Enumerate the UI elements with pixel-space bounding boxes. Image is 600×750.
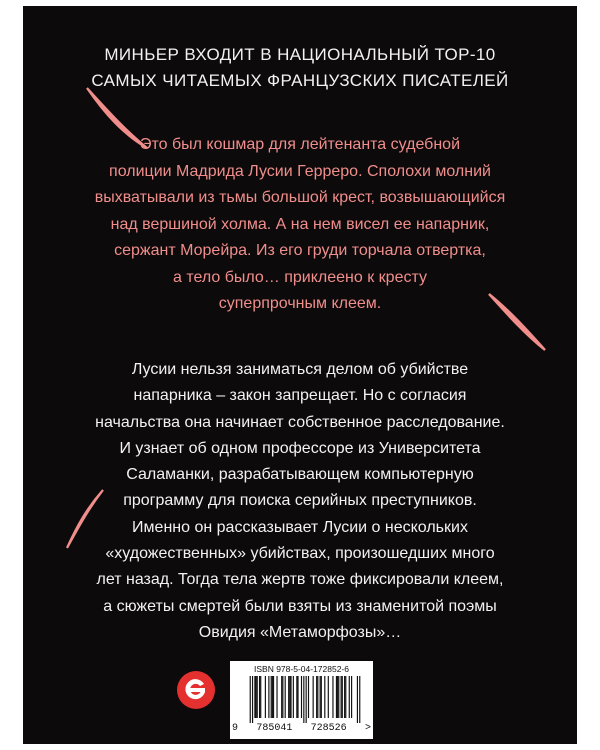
barcode-digit-lead: 9 — [232, 723, 239, 734]
barcode-digits — [232, 723, 371, 734]
barcode-bar — [313, 676, 314, 718]
synopsis-line: напарника – закон запрещает. Но с согласия — [133, 387, 467, 405]
tagline — [23, 42, 577, 94]
barcode-bar — [341, 676, 342, 718]
barcode-bar — [297, 676, 298, 718]
barcode-bar — [271, 676, 272, 718]
barcode-bar — [303, 676, 304, 723]
synopsis-line: лет назад. Тогда тела жертв тоже фиксировали клеем, — [96, 571, 504, 589]
barcode-bar — [290, 676, 291, 718]
barcode-bar — [324, 676, 325, 718]
synopsis-paragraph — [23, 357, 577, 646]
barcode-bar — [306, 676, 307, 723]
barcode-quiet-mark: > — [364, 723, 371, 734]
barcode-bar — [281, 676, 282, 718]
synopsis-line: «художественных» убийствах, произошедших много — [105, 545, 495, 563]
synopsis-line: Овидия «Метаморфозы»… — [198, 623, 402, 641]
barcode-bar — [288, 676, 289, 718]
eksmo-logo-icon — [176, 670, 216, 710]
barcode-bar — [336, 676, 337, 718]
barcode-bar — [344, 676, 345, 718]
barcode-bar — [342, 676, 343, 718]
barcode-bar — [259, 676, 260, 718]
synopsis-line: И узнает об одном профессоре из Университета — [119, 439, 481, 457]
tagline-line-2: САМЫХ ЧИТАЕМЫХ ФРАНЦУЗСКИХ ПИСАТЕЛЕЙ — [91, 71, 509, 90]
teaser-line: сержант Морейра. Из его груди торчала отвертка, — [114, 242, 486, 259]
barcode-bar — [289, 676, 290, 718]
tagline-line-1: МИНЬЕР ВХОДИТ В НАЦИОНАЛЬНЫЙ ТОР-10 — [104, 45, 496, 64]
barcode-bar — [254, 676, 255, 718]
barcode-bar — [317, 676, 318, 718]
barcode-bar — [252, 676, 253, 723]
barcode-bar — [357, 676, 358, 723]
isbn-label: ISBN 978-5-04-172852-6 — [254, 664, 349, 674]
teaser-line: Это был кошмар для лейтенанта судебной — [139, 136, 460, 153]
barcode-bar — [268, 676, 269, 718]
teaser-line: суперпрочным клеем. — [218, 295, 382, 312]
barcode-bar — [308, 676, 309, 718]
teaser-line: полиции Мадрида Лусии Герреро. Сполохи молний — [109, 162, 491, 180]
barcode-bar — [328, 676, 329, 718]
barcode-bar — [296, 676, 297, 718]
barcode-bar — [285, 676, 286, 718]
synopsis-line: начальства она начинает собственное расследование. — [95, 413, 505, 431]
barcode-digits-left: 785041 — [256, 723, 293, 734]
barcode-bar — [255, 676, 256, 718]
barcode-bar — [338, 676, 339, 718]
barcode-bar — [321, 676, 322, 718]
synopsis-line: а сюжеты смертей были взяты из знаменитой поэмы — [103, 597, 497, 615]
barcode-bar — [273, 676, 274, 718]
synopsis-line: Лусии нельзя заниматься делом об убийстве — [131, 361, 469, 378]
barcode-bar — [276, 676, 277, 718]
barcode-bar — [349, 676, 350, 718]
synopsis-line: Именно он рассказывает Лусии о нескольких — [132, 518, 468, 536]
teaser-line: над вершиной холма. А на нем висел ее напарник, — [110, 215, 490, 233]
barcode-bar — [265, 676, 266, 718]
barcode-bar — [359, 676, 360, 723]
teaser-paragraph — [23, 132, 577, 318]
barcode-bar — [337, 676, 338, 718]
barcode-bar — [332, 676, 333, 718]
barcode-bars — [238, 676, 365, 723]
barcode-bar — [293, 676, 294, 718]
barcode-bar — [345, 676, 346, 718]
synopsis-line: Саламанки, разрабатывающем компьютерную — [126, 466, 474, 484]
barcode-bar — [316, 676, 317, 718]
barcode-bar — [320, 676, 321, 718]
barcode-bar — [351, 676, 352, 718]
teaser-line: выхватывали из тьмы большой крест, возвышающийся — [94, 189, 506, 206]
barcode-bar — [301, 676, 302, 718]
barcode-digits-right: 728526 — [310, 723, 347, 734]
book-back-cover — [23, 6, 577, 744]
barcode-bar — [272, 676, 273, 718]
barcode-bar — [257, 676, 258, 718]
barcode-block — [230, 661, 373, 739]
synopsis-line: программу для поиска серийных преступников. — [123, 492, 477, 510]
barcode-bar — [250, 676, 251, 723]
barcode-bar — [260, 676, 261, 718]
barcode-bar — [282, 676, 283, 718]
teaser-line: а тело было… приклеено к кресту — [173, 268, 427, 286]
